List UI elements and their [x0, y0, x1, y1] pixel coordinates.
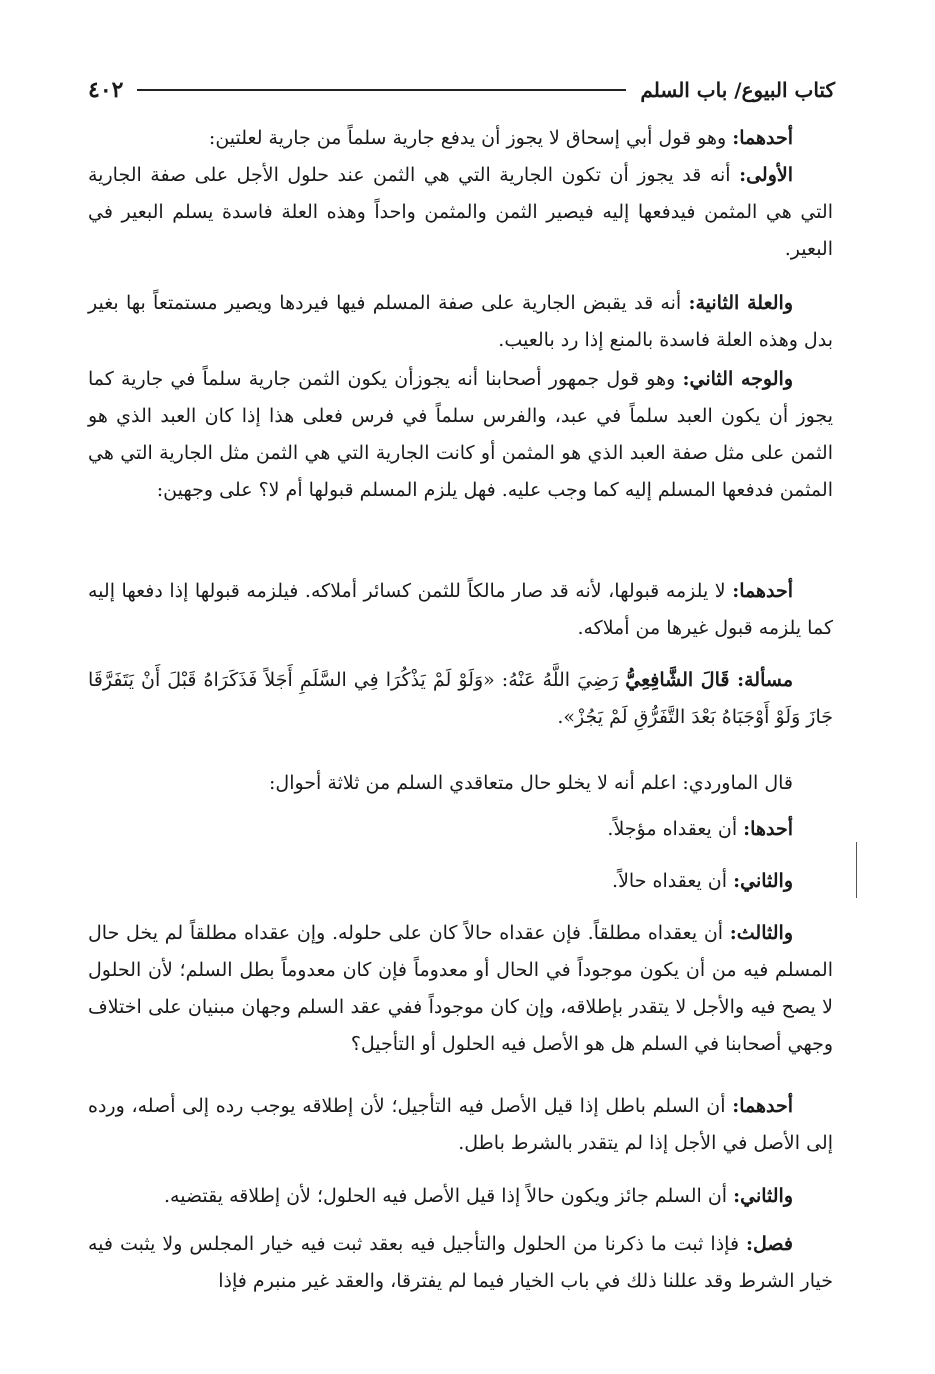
- paragraph-keyword: والثاني:: [733, 1185, 793, 1207]
- paragraph: [88, 1226, 833, 1300]
- page-number: ٤٠٢: [88, 77, 124, 103]
- header-rule: [137, 89, 626, 91]
- paragraph-text: وهو قول جمهور أصحابنا أنه يجوزأن يكون الثمن جارية سلماً في جارية كما يجوز أن يكون العبد سلماً في عبد، والفرس سلماً في فرس فعلى هذا إذا كان العبد الذي هو الثمن على مثل صفة العبد الذي هو المثمن أو كانت الجارية التي هي الثمن مثل الجارية التي هي المثمن فدفعها المسلم إليه كما وجب عليه. فهل يلزم المسلم قبولها أم لا؟ على وجهين:: [88, 368, 833, 501]
- paragraph: [88, 811, 833, 848]
- paragraph-text: أن السلم باطل إذا قيل الأصل فيه التأجيل؛ لأن إطلاقه يوجب رده إلى أصله، ورده إلى الأصل في الأجل إذا لم يتقدر بالشرط باطل.: [88, 1095, 833, 1154]
- paragraph-keyword: الأولى:: [739, 164, 793, 186]
- paragraph: [88, 120, 833, 157]
- paragraph-text: أنه قد يجوز أن تكون الجارية التي هي الثمن عند حلول الأجل على صفة الجارية التي هي المثمن فيدفعها إليه فيصير الثمن والمثمن واحداً وهذه العلة فاسدة يسلم البعير في البعير.: [88, 164, 833, 260]
- paragraph-keyword: أحدها:: [743, 818, 793, 840]
- paragraph: [88, 1178, 833, 1215]
- paragraph-keyword: مسألة: قَالَ الشَّافِعِيُّ: [625, 669, 794, 691]
- paragraph: [88, 285, 833, 359]
- paragraph-keyword: أحدهما:: [732, 1095, 793, 1117]
- paragraph: [88, 361, 833, 509]
- page-header: [88, 70, 835, 110]
- paragraph-keyword: أحدهما:: [732, 127, 793, 149]
- paragraph-text: قال الماوردي: اعلم أنه لا يخلو حال متعاقدي السلم من ثلاثة أحوال:: [269, 772, 793, 794]
- paragraph: [88, 573, 833, 647]
- paragraph-text: أنه قد يقبض الجارية على صفة المسلم فيها فيردها ويصير مستمتعاً بها بغير بدل وهذه العلة فاسدة بالمنع إذا رد بالعيب.: [88, 292, 833, 351]
- paragraph: [88, 157, 833, 268]
- paragraph-text: أن السلم جائز ويكون حالاً إذا قيل الأصل فيه الحلول؛ لأن إطلاقه يقتضيه.: [163, 1185, 734, 1207]
- margin-mark: [856, 842, 857, 898]
- paragraph-text: رَضِيَ اللَّهُ عَنْهُ: «وَلَوْ لَمْ يَذْكُرَا فِي السَّلَمِ أَجَلاً فَذَكَرَاهُ قَبْلَ أَنْ يَتَفَرَّقَا جَازَ وَلَوْ أَوْجَبَاهُ بَعْدَ التَّفَرُّقِ لَمْ يَجُزْ».: [88, 669, 833, 728]
- paragraph-text: وهو قول أبي إسحاق لا يجوز أن يدفع جارية سلماً من جارية لعلتين:: [208, 127, 733, 149]
- paragraph: [88, 765, 833, 802]
- paragraph-text: أن يعقداه حالاً.: [612, 870, 734, 892]
- paragraph-keyword: فصل:: [746, 1233, 793, 1255]
- paragraph-text: أن يعقداه مؤجلاً.: [607, 818, 744, 840]
- paragraph: [88, 915, 833, 1063]
- paragraph: [88, 662, 833, 736]
- paragraph-keyword: أحدهما:: [732, 580, 793, 602]
- paragraph-keyword: والعلة الثانية:: [688, 292, 793, 314]
- paragraph-text: لا يلزمه قبولها، لأنه قد صار مالكاً للثمن كسائر أملاكه. فيلزمه قبولها إذا دفعها إليه كما يلزمه قبول غيرها من أملاكه.: [88, 580, 833, 639]
- paragraph: [88, 1088, 833, 1162]
- paragraph-keyword: والثالث:: [729, 922, 793, 944]
- paragraph-text: فإذا ثبت ما ذكرنا من الحلول والتأجيل فيه بعقد ثبت فيه خيار المجلس ولا يثبت فيه خيار الشرط وقد عللنا ذلك في باب الخيار فيما لم يفترقا، والعقد غير منبرم فإذا: [88, 1233, 833, 1292]
- paragraph-keyword: والوجه الثاني:: [682, 368, 793, 390]
- paragraph: [88, 863, 833, 900]
- paragraph-text: أن يعقداه مطلقاً. فإن عقداه حالاً كان على حلوله. وإن عقداه مطلقاً لم يخل حال المسلم فيه من أن يكون موجوداً في الحال أو معدوماً فإن كان معدوماً بطل السلم؛ لأن الحلول لا يصح فيه والأجل لا يتقدر بإطلاقه، وإن كان موجوداً ففي عقد السلم وجهان مبنيان على اختلاف وجهي أصحابنا في السلم هل هو الأصل فيه الحلول أو التأجيل؟: [88, 922, 833, 1055]
- paragraph-keyword: والثاني:: [733, 870, 793, 892]
- chapter-title: كتاب البيوع/ باب السلم: [640, 78, 835, 102]
